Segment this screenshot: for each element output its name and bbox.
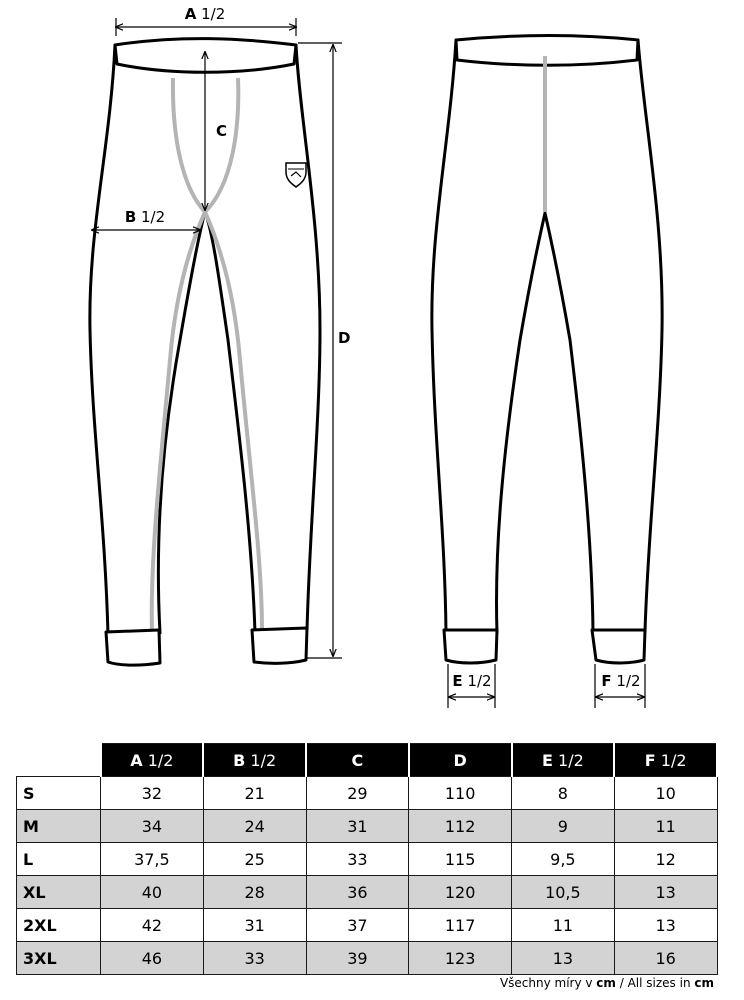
dim-c-label: C — [216, 122, 228, 140]
column-header-d: D — [409, 744, 512, 777]
table-header-row — [17, 744, 718, 777]
table-cell: 8 — [512, 777, 615, 810]
table-cell: 36 — [306, 876, 409, 909]
dim-f-label: F 1/2 — [601, 672, 641, 690]
back-cuff-left — [444, 630, 497, 663]
table-cell: 31 — [306, 810, 409, 843]
table-cell: 21 — [203, 777, 306, 810]
column-header-c: C — [306, 744, 409, 777]
table-cell: 10,5 — [512, 876, 615, 909]
units-note: Všechny míry v cm / All sizes in cm — [499, 976, 714, 990]
table-cell: 117 — [409, 909, 512, 942]
table-cell: 40 — [101, 876, 204, 909]
table-cell: 24 — [203, 810, 306, 843]
dim-d-label: D — [338, 329, 351, 347]
table-row — [17, 876, 718, 909]
table-cell: 11 — [614, 810, 717, 843]
table-row — [17, 843, 718, 876]
dim-e-label: E 1/2 — [452, 672, 492, 690]
table-cell: 13 — [614, 876, 717, 909]
table-cell: 42 — [101, 909, 204, 942]
table-row — [17, 942, 718, 975]
table-cell: 28 — [203, 876, 306, 909]
column-header-e: E 1/2 — [512, 744, 615, 777]
front-cuff-left — [106, 630, 160, 665]
table-cell: 12 — [614, 843, 717, 876]
table-cell: 110 — [409, 777, 512, 810]
table-cell: 13 — [512, 942, 615, 975]
size-label: 3XL — [17, 942, 101, 975]
table-corner — [17, 744, 101, 777]
size-label: S — [17, 777, 101, 810]
front-cuff-right — [252, 628, 307, 663]
column-header-a: A 1/2 — [101, 744, 204, 777]
table-cell: 31 — [203, 909, 306, 942]
table-cell: 37,5 — [101, 843, 204, 876]
size-label: L — [17, 843, 101, 876]
size-label: M — [17, 810, 101, 843]
table-cell: 46 — [101, 942, 204, 975]
table-cell: 34 — [101, 810, 204, 843]
table-cell: 32 — [101, 777, 204, 810]
table-cell: 123 — [409, 942, 512, 975]
table-cell: 10 — [614, 777, 717, 810]
dim-a-label: A 1/2 — [184, 5, 226, 23]
dim-b-label: B 1/2 — [124, 208, 166, 226]
table-cell: 29 — [306, 777, 409, 810]
table-cell: 16 — [614, 942, 717, 975]
table-cell: 33 — [203, 942, 306, 975]
table-cell: 37 — [306, 909, 409, 942]
table-cell: 13 — [614, 909, 717, 942]
table-cell: 33 — [306, 843, 409, 876]
size-table — [16, 743, 718, 975]
table-cell: 9,5 — [512, 843, 615, 876]
table-row — [17, 810, 718, 843]
size-label: 2XL — [17, 909, 101, 942]
column-header-f: F 1/2 — [614, 744, 717, 777]
table-cell: 9 — [512, 810, 615, 843]
size-label: XL — [17, 876, 101, 909]
table-row — [17, 909, 718, 942]
table-cell: 120 — [409, 876, 512, 909]
table-row — [17, 777, 718, 810]
table-cell: 11 — [512, 909, 615, 942]
column-header-b: B 1/2 — [203, 744, 306, 777]
table-cell: 39 — [306, 942, 409, 975]
pants-back — [432, 36, 662, 664]
table-cell: 25 — [203, 843, 306, 876]
back-cuff-right — [592, 630, 645, 663]
table-cell: 112 — [409, 810, 512, 843]
table-cell: 115 — [409, 843, 512, 876]
